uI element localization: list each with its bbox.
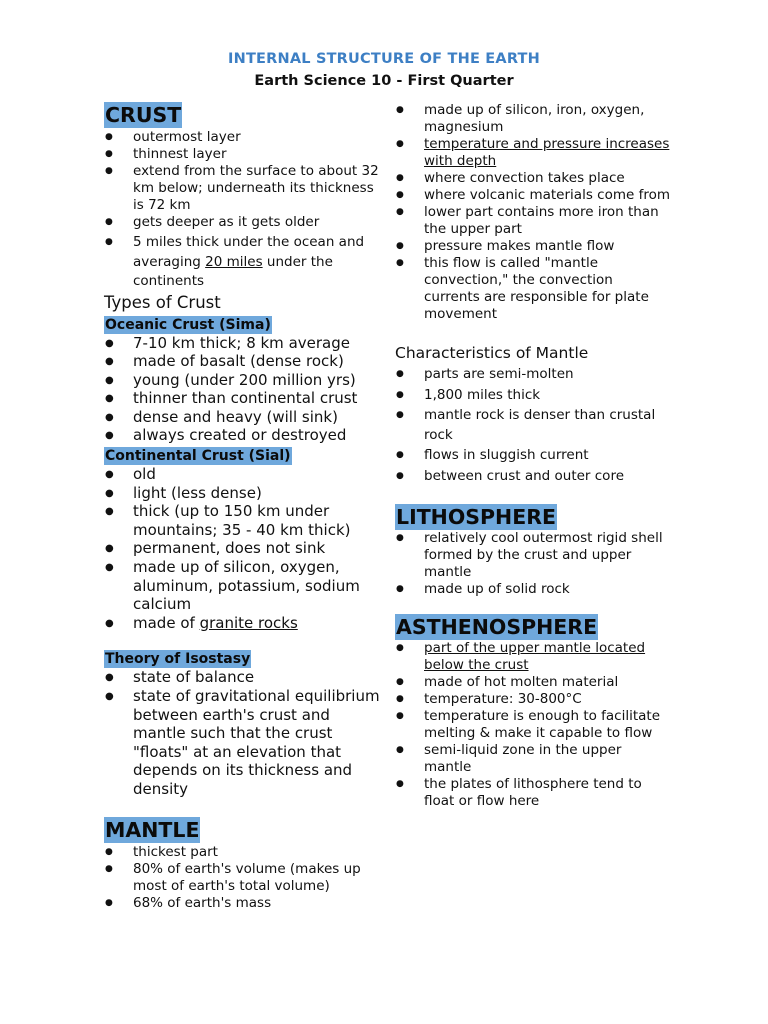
crust-heading: CRUST [105, 103, 182, 127]
oceanic-crust-list [104, 334, 380, 446]
mantle-list [104, 844, 380, 912]
asthenosphere-list [395, 640, 670, 810]
asthenosphere-heading: ASTHENOSPHERE [396, 615, 598, 639]
list-item: ● state of gravitational equilibrium between earth's crust and mantle such that the crust "floats" at an elevation that depends on its thickness and density [104, 687, 380, 799]
isostasy-heading: Theory of Isostasy [105, 651, 251, 668]
underlined-text: temperature and pressure increases with depth [424, 136, 670, 169]
list-item: ● permanent, does not sink [104, 539, 380, 558]
list-item: ● the plates of lithosphere tend to float or flow here [395, 776, 670, 810]
list-item: ● pressure makes mantle flow [395, 238, 670, 255]
lithosphere-heading: LITHOSPHERE [396, 505, 556, 529]
list-item: ● made up of silicon, iron, oxygen, magnesium [395, 102, 670, 136]
list-item [395, 640, 670, 674]
document-title: INTERNAL STRUCTURE OF THE EARTH [228, 51, 540, 67]
list-item: ● made up of solid rock [395, 581, 670, 598]
list-item: ● thinnest layer [104, 146, 380, 163]
list-item: ● made of hot molten material [395, 674, 670, 691]
isostasy-list [104, 668, 380, 798]
crust-list [104, 129, 380, 292]
list-item [395, 136, 670, 170]
continental-crust-list [104, 465, 380, 632]
right-column [395, 102, 670, 810]
list-item: ● state of balance [104, 668, 380, 687]
list-item: ● dense and heavy (will sink) [104, 408, 380, 427]
types-of-crust-heading: Types of Crust [104, 292, 221, 312]
list-item: ● 68% of earth's mass [104, 895, 380, 912]
list-item: ● 80% of earth's volume (makes up most of earth's total volume) [104, 861, 380, 895]
list-item: ● parts are semi-molten [395, 365, 670, 385]
mantle-continued-list [395, 102, 670, 323]
list-item: ● gets deeper as it gets older [104, 214, 380, 231]
underlined-text: 20 miles [205, 253, 263, 270]
list-item: ● young (under 200 million yrs) [104, 371, 380, 390]
list-item: ● made of basalt (dense rock) [104, 352, 380, 371]
lithosphere-list [395, 530, 670, 598]
list-item: ● thickest part [104, 844, 380, 861]
list-item: ● made of granite rocks [104, 614, 380, 633]
list-item: ● 7-10 km thick; 8 km average [104, 334, 380, 353]
list-item: ● 5 miles thick under the ocean and averaging 20 miles under the continents [104, 233, 380, 292]
list-item: ● semi-liquid zone in the upper mantle [395, 742, 670, 776]
list-item: ● lower part contains more iron than the upper part [395, 204, 670, 238]
document-subtitle: Earth Science 10 - First Quarter [254, 73, 514, 89]
list-item: ● relatively cool outermost rigid shell formed by the crust and upper mantle [395, 530, 670, 581]
list-item: ● light (less dense) [104, 484, 380, 503]
continental-crust-heading: Continental Crust (Sial) [105, 448, 291, 465]
list-item: ● temperature is enough to facilitate melting & make it capable to flow [395, 708, 670, 742]
list-item: ● where volcanic materials come from [395, 187, 670, 204]
underlined-text: part of the upper mantle located below the crust [424, 640, 646, 673]
list-item: ● thinner than continental crust [104, 389, 380, 408]
list-item: ● made up of silicon, oxygen, aluminum, potassium, sodium calcium [104, 558, 380, 614]
list-item: ● old [104, 465, 380, 484]
list-item: ● between crust and outer core [395, 467, 670, 487]
list-item: ● where convection takes place [395, 170, 670, 187]
list-item: ● temperature: 30-800°C [395, 691, 670, 708]
underlined-text: granite rocks [199, 613, 298, 632]
list-item: ● 1,800 miles thick [395, 386, 670, 406]
list-item: ● flows in sluggish current [395, 446, 670, 466]
mantle-characteristics-heading: Characteristics of Mantle [395, 344, 589, 362]
mantle-characteristics-list [395, 365, 670, 486]
list-item: ● mantle rock is denser than crustal rock [395, 406, 670, 445]
list-item: ● extend from the surface to about 32 km below; underneath its thickness is 72 km [104, 163, 380, 214]
oceanic-crust-heading: Oceanic Crust (Sima) [105, 316, 271, 333]
list-item: ● always created or destroyed [104, 426, 380, 445]
list-item: ● thick (up to 150 km under mountains; 35 - 40 km thick) [104, 502, 380, 539]
left-column [104, 102, 380, 912]
mantle-heading: MANTLE [105, 817, 200, 842]
list-item: ● this flow is called "mantle convection," the convection currents are responsible for plate movement [395, 255, 670, 323]
list-item: ● outermost layer [104, 129, 380, 146]
